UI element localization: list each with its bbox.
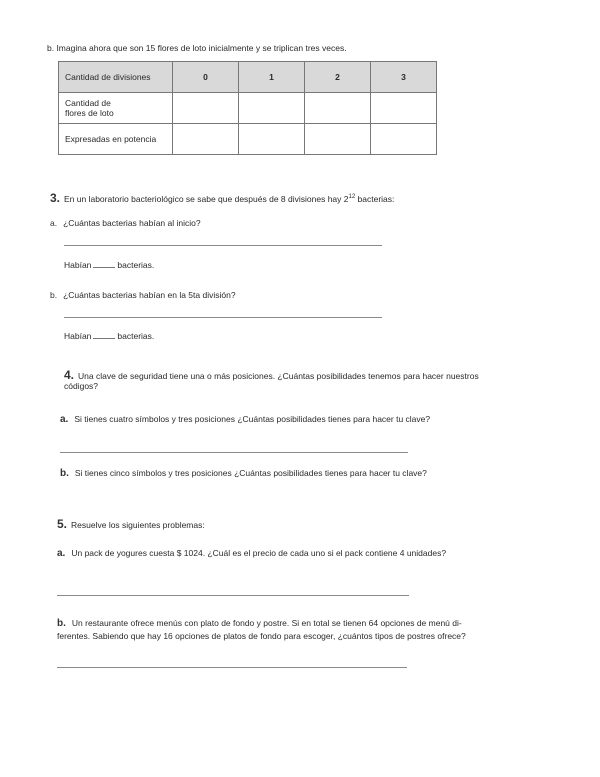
table-cell[interactable] [371, 124, 437, 155]
section-b-intro: b. Imagina ahora que son 15 flores de loto inicialmente y se triplican tres veces. [47, 43, 347, 53]
answer-3b-blank[interactable] [93, 331, 115, 339]
column-header-0: 0 [173, 62, 239, 93]
column-header-1: 1 [239, 62, 305, 93]
answer-line-3a[interactable] [64, 245, 382, 246]
answer-line-5b[interactable] [57, 667, 407, 668]
row-header-potencia: Expresadas en potencia [59, 124, 173, 155]
question-3a-text: ¿Cuántas bacterias habían al inicio? [63, 218, 201, 228]
question-3b-text: ¿Cuántas bacterias habían en la 5ta división? [63, 290, 236, 300]
table-cell[interactable] [239, 124, 305, 155]
question-3b [50, 290, 236, 300]
table-cell[interactable] [305, 93, 371, 124]
question-5a [57, 548, 446, 559]
question-5b [57, 618, 462, 629]
row-header-flores-line1: Cantidad de [65, 98, 111, 108]
question-3b-letter: b. [50, 290, 58, 300]
question-3-text-end: bacterias: [355, 194, 395, 204]
question-5a-letter: a. [57, 548, 66, 559]
question-4b [60, 468, 427, 479]
answer-line-4a[interactable] [60, 452, 408, 453]
lotus-table [58, 61, 437, 155]
table-cell[interactable] [173, 124, 239, 155]
answer-3b [64, 331, 154, 341]
answer-3a-blank[interactable] [93, 260, 115, 268]
question-3-number: 3. [50, 191, 61, 205]
table-cell[interactable] [239, 93, 305, 124]
question-4-text-line2: códigos? [64, 381, 99, 391]
answer-3a-suffix: bacterias. [117, 260, 155, 270]
answer-line-3b[interactable] [64, 317, 382, 318]
question-3a [50, 218, 201, 228]
question-4b-letter: b. [60, 468, 69, 479]
table-row [59, 124, 437, 155]
question-5b-text-line2: ferentes. Sabiendo que hay 16 opciones de platos de fondo para escoger, ¿cuántos tipos de postres ofrece? [57, 631, 466, 641]
question-3a-letter: a. [50, 218, 58, 228]
table-row [59, 93, 437, 124]
row-header-flores-line2: flores de loto [65, 108, 114, 118]
answer-line-5a[interactable] [57, 595, 409, 596]
question-5b-text-line1: Un restaurante ofrece menús con plato de fondo y postre. Si en total se tienen 64 opciones de menú di- [71, 618, 462, 628]
question-4-number: 4. [64, 368, 75, 382]
question-4b-text: Si tienes cinco símbolos y tres posiciones ¿Cuántas posibilidades tienes para hacer tu clave? [74, 468, 427, 478]
question-5-number: 5. [57, 517, 68, 531]
question-4a-text: Si tienes cuatro símbolos y tres posiciones ¿Cuántas posibilidades tienes para hacer tu clave? [74, 414, 431, 424]
table-row [59, 62, 437, 93]
question-4a-letter: a. [60, 414, 69, 425]
answer-3a [64, 260, 154, 270]
question-4a [60, 414, 430, 425]
question-3 [50, 191, 394, 205]
table-cell[interactable] [371, 93, 437, 124]
answer-3b-prefix: Habían [64, 331, 92, 341]
column-header-2: 2 [305, 62, 371, 93]
question-5 [57, 517, 205, 531]
table-cell[interactable] [305, 124, 371, 155]
question-4 [64, 368, 479, 382]
row-header-flores [59, 93, 173, 124]
answer-3a-prefix: Habían [64, 260, 92, 270]
row-header-divisiones: Cantidad de divisiones [59, 62, 173, 93]
question-3-exponent: 12 [348, 194, 356, 201]
question-5b-letter: b. [57, 618, 66, 629]
question-4-text-line1: Una clave de seguridad tiene una o más posiciones. ¿Cuántas posibilidades tenemos para hacer nuestros [78, 371, 479, 381]
column-header-3: 3 [371, 62, 437, 93]
question-3-text: En un laboratorio bacteriológico se sabe que después de 8 divisiones hay 2 [64, 194, 349, 204]
table-cell[interactable] [173, 93, 239, 124]
question-5-text: Resuelve los siguientes problemas: [71, 520, 205, 530]
question-5a-text: Un pack de yogures cuesta $ 1024. ¿Cuál es el precio de cada uno si el pack contiene 4 unidades? [71, 548, 447, 558]
answer-3b-suffix: bacterias. [117, 331, 155, 341]
